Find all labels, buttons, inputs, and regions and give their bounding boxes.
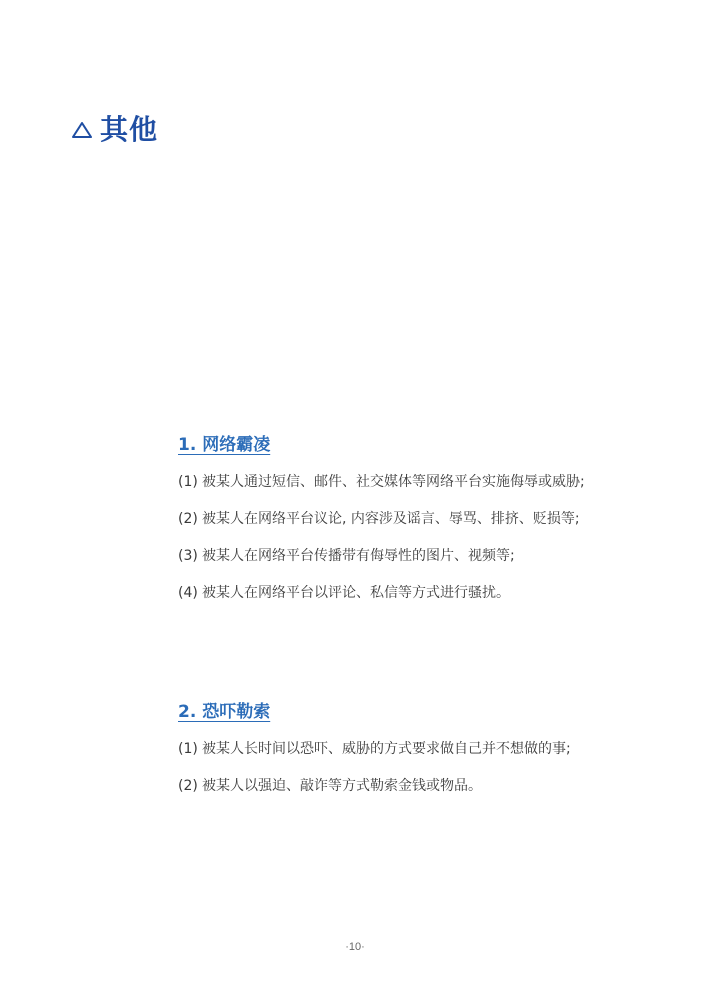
item-list [178, 471, 658, 604]
item-text: 被某人长时间以恐吓、威胁的方式要求做自己并不想做的事; [202, 741, 571, 757]
item-number: (1) [178, 741, 198, 757]
page-header [70, 112, 158, 148]
list-item [178, 471, 658, 493]
item-text: 被某人通过短信、邮件、社交媒体等网络平台实施侮辱或威胁; [202, 474, 585, 490]
section-heading: 2. 恐吓勒索 [178, 702, 271, 722]
list-item [178, 738, 658, 760]
page-number: ·10· [345, 941, 365, 953]
list-item [178, 582, 658, 604]
item-number: (4) [178, 585, 198, 601]
section-extortion [178, 700, 658, 812]
item-text: 被某人在网络平台以评论、私信等方式进行骚扰。 [202, 585, 510, 601]
item-text: 被某人以强迫、敲诈等方式勒索金钱或物品。 [202, 778, 482, 794]
section-cyberbullying [178, 433, 658, 619]
item-number: (2) [178, 511, 198, 527]
item-number: (1) [178, 474, 198, 490]
list-item [178, 545, 658, 567]
list-item [178, 775, 658, 797]
item-text: 被某人在网络平台议论, 内容涉及谣言、辱骂、排挤、贬损等; [202, 511, 580, 527]
item-text: 被某人在网络平台传播带有侮辱性的图片、视频等; [202, 548, 515, 564]
list-item [178, 508, 658, 530]
item-list [178, 738, 658, 797]
section-heading: 1. 网络霸凌 [178, 435, 271, 455]
triangle-outline-icon [70, 120, 94, 140]
item-number: (3) [178, 548, 198, 564]
item-number: (2) [178, 778, 198, 794]
page-title: 其他 [100, 113, 159, 146]
